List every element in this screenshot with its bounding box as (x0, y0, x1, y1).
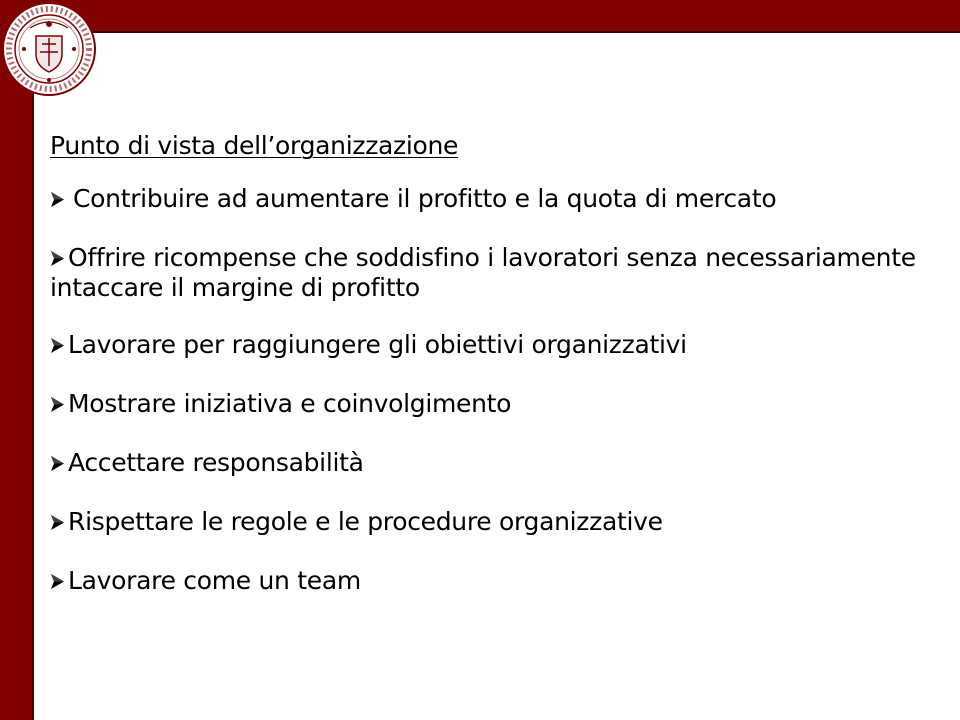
bullet-item (50, 507, 930, 537)
top-frame-edge (33, 31, 960, 33)
arrow-bullet-icon (50, 455, 65, 472)
slide-heading: Punto di vista dell’organizzazione (50, 131, 459, 160)
bullet-text: Rispettare le regole e le procedure organizzative (68, 507, 663, 536)
arrow-bullet-icon (50, 250, 65, 267)
bullet-text: Lavorare per raggiungere gli obiettivi organizzativi (68, 330, 687, 359)
bullet-text: Contribuire ad aumentare il profitto e la quota di mercato (73, 184, 777, 213)
arrow-bullet-icon (50, 337, 65, 354)
bullet-item (50, 389, 930, 419)
left-frame-edge (32, 31, 34, 720)
bullet-list (50, 184, 930, 596)
bullet-text: Lavorare come un team (68, 566, 361, 595)
slide-content (50, 130, 930, 625)
arrow-bullet-icon (50, 573, 65, 590)
bullet-item (50, 243, 930, 303)
left-frame-bar (0, 0, 33, 720)
bullet-text: Accettare responsabilità (68, 448, 364, 477)
university-seal-icon (0, 0, 98, 98)
bullet-item (50, 566, 930, 596)
arrow-bullet-icon (50, 514, 65, 531)
bullet-text: Mostrare iniziativa e coinvolgimento (68, 389, 512, 418)
bullet-item (50, 448, 930, 478)
arrow-bullet-icon (50, 396, 65, 413)
bullet-item (50, 330, 930, 360)
bullet-item (50, 184, 930, 214)
top-frame-bar (0, 0, 960, 32)
bullet-text: Offrire ricompense che soddisfino i lavoratori senza necessariamente intaccare il margine di profitto (50, 243, 916, 302)
arrow-bullet-icon (50, 191, 65, 208)
